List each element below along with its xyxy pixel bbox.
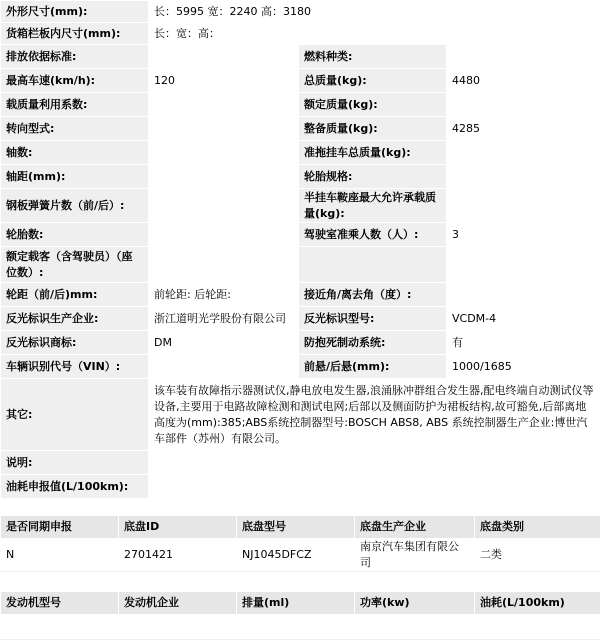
spec-row bbox=[1, 189, 600, 223]
spec-label: 防抱死制动系统: bbox=[299, 331, 447, 355]
spec-row bbox=[1, 141, 600, 165]
spec-value bbox=[447, 283, 600, 307]
cell-sync-declare: N bbox=[1, 539, 119, 572]
spec-label: 轴距(mm): bbox=[1, 165, 149, 189]
spec-row bbox=[1, 69, 600, 93]
spec-label: 额定载客（含驾驶员）（座位数）: bbox=[1, 247, 149, 283]
spec-label: 整备质量(kg): bbox=[299, 117, 447, 141]
spec-label: 轮胎规格: bbox=[299, 165, 447, 189]
spec-value bbox=[447, 45, 600, 69]
spec-label: 半挂车鞍座最大允许承载质量(kg): bbox=[299, 189, 447, 223]
spec-row bbox=[1, 379, 600, 451]
spec-label: 其它: bbox=[1, 379, 149, 451]
spec-row bbox=[1, 451, 600, 475]
spec-value: 有 bbox=[447, 331, 600, 355]
cell-chassis-category: 二类 bbox=[475, 539, 600, 572]
header-chassis-category: 底盘类别 bbox=[475, 516, 600, 539]
spec-row bbox=[1, 223, 600, 247]
engine-header-row bbox=[1, 592, 600, 615]
spec-label: 反光标识生产企业: bbox=[1, 307, 149, 331]
spec-row bbox=[1, 1, 600, 23]
spec-value: 前轮距: 后轮距: bbox=[149, 283, 299, 307]
spec-value: 长：5995 宽：2240 高：3180 bbox=[149, 1, 600, 23]
header-fuel-consumption: 油耗(L/100km) bbox=[475, 592, 600, 615]
spec-row bbox=[1, 23, 600, 45]
spec-label: 油耗申报值(L/100km): bbox=[1, 475, 149, 499]
header-displacement: 排量(ml) bbox=[237, 592, 355, 615]
spec-value: 该车装有故障指示器测试仪,静电放电发生器,浪涌脉冲群组合发生器,配电终端自动测试仪等设备,主要用于电路故障检测和测试电网;后部以及侧面防护为裙板结构,故可豁免,后部离地高度为(mm):385;ABS系统控制器型号:BOSCH ABS8, ABS 系统控制器生产企业:博世汽车部件（苏州）有限公司。 bbox=[149, 379, 600, 451]
spec-row bbox=[1, 307, 600, 331]
spec-label: 车辆识别代号（VIN）: bbox=[1, 355, 149, 379]
spec-label: 轮胎数: bbox=[1, 223, 149, 247]
spec-label: 载质量利用系数: bbox=[1, 93, 149, 117]
spec-value bbox=[149, 141, 299, 165]
header-chassis-maker: 底盘生产企业 bbox=[355, 516, 475, 539]
spec-label: 外形尺寸(mm): bbox=[1, 1, 149, 23]
spec-row bbox=[1, 331, 600, 355]
spec-value: VCDM-4 bbox=[447, 307, 600, 331]
spec-label: 准拖挂车总质量(kg): bbox=[299, 141, 447, 165]
spec-value: 浙江道明光学股份有限公司 bbox=[149, 307, 299, 331]
header-engine-model: 发动机型号 bbox=[1, 592, 119, 615]
spec-value bbox=[447, 247, 600, 283]
spec-value bbox=[447, 141, 600, 165]
header-engine-maker: 发动机企业 bbox=[119, 592, 237, 615]
spec-label: 轮距（前/后)mm: bbox=[1, 283, 149, 307]
spec-value: 120 bbox=[149, 69, 299, 93]
spec-label: 排放依据标准: bbox=[1, 45, 149, 69]
spec-value bbox=[149, 45, 299, 69]
spec-label: 钢板弹簧片数（前/后）: bbox=[1, 189, 149, 223]
spec-row bbox=[1, 355, 600, 379]
spec-value bbox=[149, 247, 299, 283]
spec-value bbox=[149, 165, 299, 189]
spec-label: 说明: bbox=[1, 451, 149, 475]
spec-label: 最高车速(km/h): bbox=[1, 69, 149, 93]
spec-row bbox=[1, 283, 600, 307]
spec-label: 接近角/离去角（度）: bbox=[299, 283, 447, 307]
cell-chassis-maker: 南京汽车集团有限公司 bbox=[355, 539, 475, 572]
spec-value bbox=[149, 223, 299, 247]
spec-row bbox=[1, 165, 600, 189]
cell-chassis-id: 2701421 bbox=[119, 539, 237, 572]
spec-row bbox=[1, 247, 600, 283]
spec-label: 轴数: bbox=[1, 141, 149, 165]
chassis-table bbox=[0, 515, 600, 572]
spec-label: 货箱栏板内尺寸(mm): bbox=[1, 23, 149, 45]
spec-value bbox=[149, 189, 299, 223]
spec-label: 额定质量(kg): bbox=[299, 93, 447, 117]
header-sync-declare: 是否同期申报 bbox=[1, 516, 119, 539]
spec-value bbox=[149, 355, 299, 379]
cell-chassis-model: NJ1045DFCZ bbox=[237, 539, 355, 572]
spec-row bbox=[1, 117, 600, 141]
spec-value bbox=[447, 93, 600, 117]
spec-row bbox=[1, 475, 600, 499]
spec-value bbox=[149, 475, 600, 499]
spec-value bbox=[149, 451, 600, 475]
spec-row bbox=[1, 45, 600, 69]
header-power: 功率(kw) bbox=[355, 592, 475, 615]
spec-label bbox=[299, 247, 447, 283]
spec-value: DM bbox=[149, 331, 299, 355]
spec-value bbox=[149, 117, 299, 141]
spec-value: 长：宽：高： bbox=[149, 23, 600, 45]
spec-value bbox=[149, 93, 299, 117]
spec-value: 1000/1685 bbox=[447, 355, 600, 379]
spec-value: 4285 bbox=[447, 117, 600, 141]
spec-label: 反光标识商标: bbox=[1, 331, 149, 355]
chassis-header-row bbox=[1, 516, 600, 539]
spec-label: 燃料种类: bbox=[299, 45, 447, 69]
spec-value bbox=[447, 165, 600, 189]
spec-value bbox=[447, 189, 600, 223]
spec-label: 转向型式: bbox=[1, 117, 149, 141]
spec-label: 反光标识型号: bbox=[299, 307, 447, 331]
table-row bbox=[1, 539, 600, 572]
spec-value: 4480 bbox=[447, 69, 600, 93]
spec-row bbox=[1, 93, 600, 117]
header-chassis-id: 底盘ID bbox=[119, 516, 237, 539]
engine-table bbox=[0, 591, 600, 640]
spec-label: 总质量(kg): bbox=[299, 69, 447, 93]
spec-label: 前悬/后悬(mm): bbox=[299, 355, 447, 379]
spec-label: 驾驶室准乘人数（人）: bbox=[299, 223, 447, 247]
header-chassis-model: 底盘型号 bbox=[237, 516, 355, 539]
spec-value: 3 bbox=[447, 223, 600, 247]
